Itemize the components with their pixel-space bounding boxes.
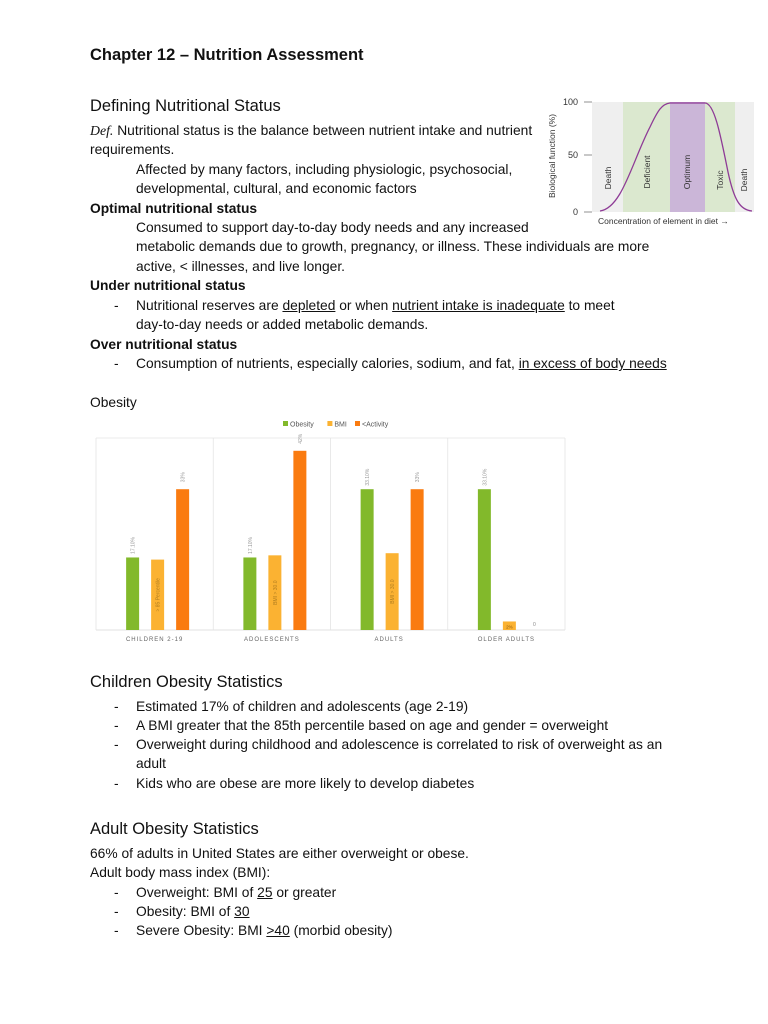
adult-line-2: Adult body mass index (BMI): — [90, 865, 271, 880]
under-heading: Under nutritional status — [90, 278, 246, 293]
adult-line-1: 66% of adults in United States are either overweight or obese. — [90, 846, 469, 861]
bar-value-label: 0 — [532, 622, 536, 628]
children-item: Overweight during childhood and adolescence is correlated to risk of overweight as an — [136, 737, 663, 752]
text-run: (morbid obesity) — [289, 923, 393, 938]
category-label: OLDER ADULTS — [477, 637, 535, 643]
ytick-label: 100 — [562, 97, 578, 107]
legend-swatch — [355, 421, 360, 426]
bar-inner-label: BMI > 30.0 — [272, 580, 279, 605]
chart-legend — [283, 421, 389, 429]
bullet-dash: - — [114, 356, 119, 371]
zone-label-toxic: Toxic — [715, 170, 725, 190]
bar-inner-label: > 85 Percentile — [155, 578, 162, 612]
zone-label-deficient: Deficient — [642, 155, 652, 189]
affected-line-2: developmental, cultural, and economic factors — [136, 181, 417, 196]
text-run: Obesity: BMI of — [136, 904, 235, 919]
bar-value-label: 17.10% — [130, 536, 137, 554]
children-item: A BMI greater that the 85th percentile based on age and gender = overweight — [136, 718, 609, 733]
bullet-dash: - — [114, 718, 119, 733]
bar — [411, 489, 424, 630]
affected-line-1: Affected by many factors, including physiologic, psychosocial, — [136, 162, 513, 177]
ytick-label: 50 — [567, 150, 578, 160]
children-item-continued: adult — [136, 756, 166, 771]
bullet-dash: - — [114, 298, 119, 313]
section-heading-adult: Adult Obesity Statistics — [90, 820, 259, 838]
optimal-heading: Optimal nutritional status — [90, 201, 258, 216]
page-title: Chapter 12 – Nutrition Assessment — [90, 46, 364, 64]
optimal-line-2: metabolic demands due to growth, pregnancy, or illness. These individuals are more — [136, 239, 650, 254]
legend-swatch — [327, 421, 332, 426]
text-run: or greater — [272, 885, 337, 900]
bar-inner-label: 2% — [506, 624, 513, 630]
underlined-excess: in excess of body needs — [518, 356, 667, 371]
legend-label: BMI — [334, 421, 347, 429]
bmi-obesity — [136, 902, 250, 922]
text-run: or when — [335, 298, 393, 313]
def-label: Def. — [90, 123, 114, 138]
underlined-inadequate: nutrient intake is inadequate — [392, 298, 565, 313]
bullet-dash: - — [114, 923, 119, 938]
underlined-depleted: depleted — [282, 298, 336, 313]
text-run: Overweight: BMI of — [136, 885, 258, 900]
over-heading: Over nutritional status — [90, 337, 238, 352]
zone-label-death: Death — [739, 168, 749, 192]
underlined-25: 25 — [257, 885, 273, 900]
over-line-1 — [136, 354, 667, 374]
bullet-dash: - — [114, 885, 119, 900]
under-line-1 — [136, 296, 615, 316]
section-heading-children: Children Obesity Statistics — [90, 673, 283, 691]
underlined-30: 30 — [234, 904, 250, 919]
text-run: Severe Obesity: BMI — [136, 923, 267, 938]
bmi-severe-obesity — [136, 921, 393, 941]
bar-value-label: 17.10% — [247, 536, 254, 554]
ytick-label: 0 — [572, 207, 578, 217]
bar-value-label: 33% — [180, 472, 187, 483]
obesity-label: Obesity — [90, 395, 137, 410]
zone-label-optimum: Optimum — [682, 154, 692, 190]
bar — [478, 489, 491, 630]
children-item: Estimated 17% of children and adolescents (age 2-19) — [136, 699, 469, 714]
category-label: ADOLESCENTS — [244, 637, 300, 643]
under-line-2: day-to-day needs or added metabolic demands. — [136, 317, 429, 332]
category-label: ADULTS — [374, 637, 404, 643]
bullet-dash: - — [114, 699, 119, 714]
bar — [176, 489, 189, 630]
bar — [361, 489, 374, 630]
optimal-line-1: Consumed to support day-to-day body needs and any increased — [136, 220, 529, 235]
chart-frame — [96, 438, 565, 630]
bar-value-label: 33.10% — [482, 468, 489, 486]
bullet-dash: - — [114, 904, 119, 919]
curve-xlabel: Concentration of element in diet → — [598, 216, 729, 226]
zone-toxic — [705, 102, 735, 212]
legend-label: <Activity — [362, 421, 389, 429]
legend-label: Obesity — [290, 421, 314, 429]
text-run: to meet — [564, 298, 615, 313]
text-run: Nutritional reserves are — [136, 298, 283, 313]
optimal-line-3: active, < illnesses, and live longer. — [136, 259, 345, 274]
bar — [293, 451, 306, 630]
bmi-overweight — [136, 883, 336, 903]
bullet-dash: - — [114, 737, 119, 752]
category-label: CHILDREN 2-19 — [125, 637, 184, 643]
underlined-40: >40 — [266, 923, 290, 938]
curve-ylabel: Biological function (%) — [547, 113, 557, 199]
definition-line — [90, 121, 532, 141]
bar — [243, 557, 256, 630]
def-text: Nutritional status is the balance between nutrient intake and nutrient — [117, 123, 533, 138]
section-heading-defining: Defining Nutritional Status — [90, 97, 281, 115]
definition-line-2: requirements. — [90, 142, 175, 157]
legend-swatch — [283, 421, 288, 426]
obesity-bar-chart — [90, 415, 570, 647]
children-item: Kids who are obese are more likely to develop diabetes — [136, 776, 475, 791]
bar-value-label: 33.10% — [365, 468, 372, 486]
bar — [126, 557, 139, 630]
text-run: Consumption of nutrients, especially calories, sodium, and fat, — [136, 356, 519, 371]
bullet-dash: - — [114, 776, 119, 791]
bar-value-label: 42% — [297, 433, 304, 444]
zone-label-death: Death — [603, 166, 613, 190]
bar-value-label: 33% — [415, 472, 422, 483]
nutrient-curve-figure — [540, 92, 755, 230]
bar-inner-label: BMI > 30.0 — [390, 579, 397, 604]
